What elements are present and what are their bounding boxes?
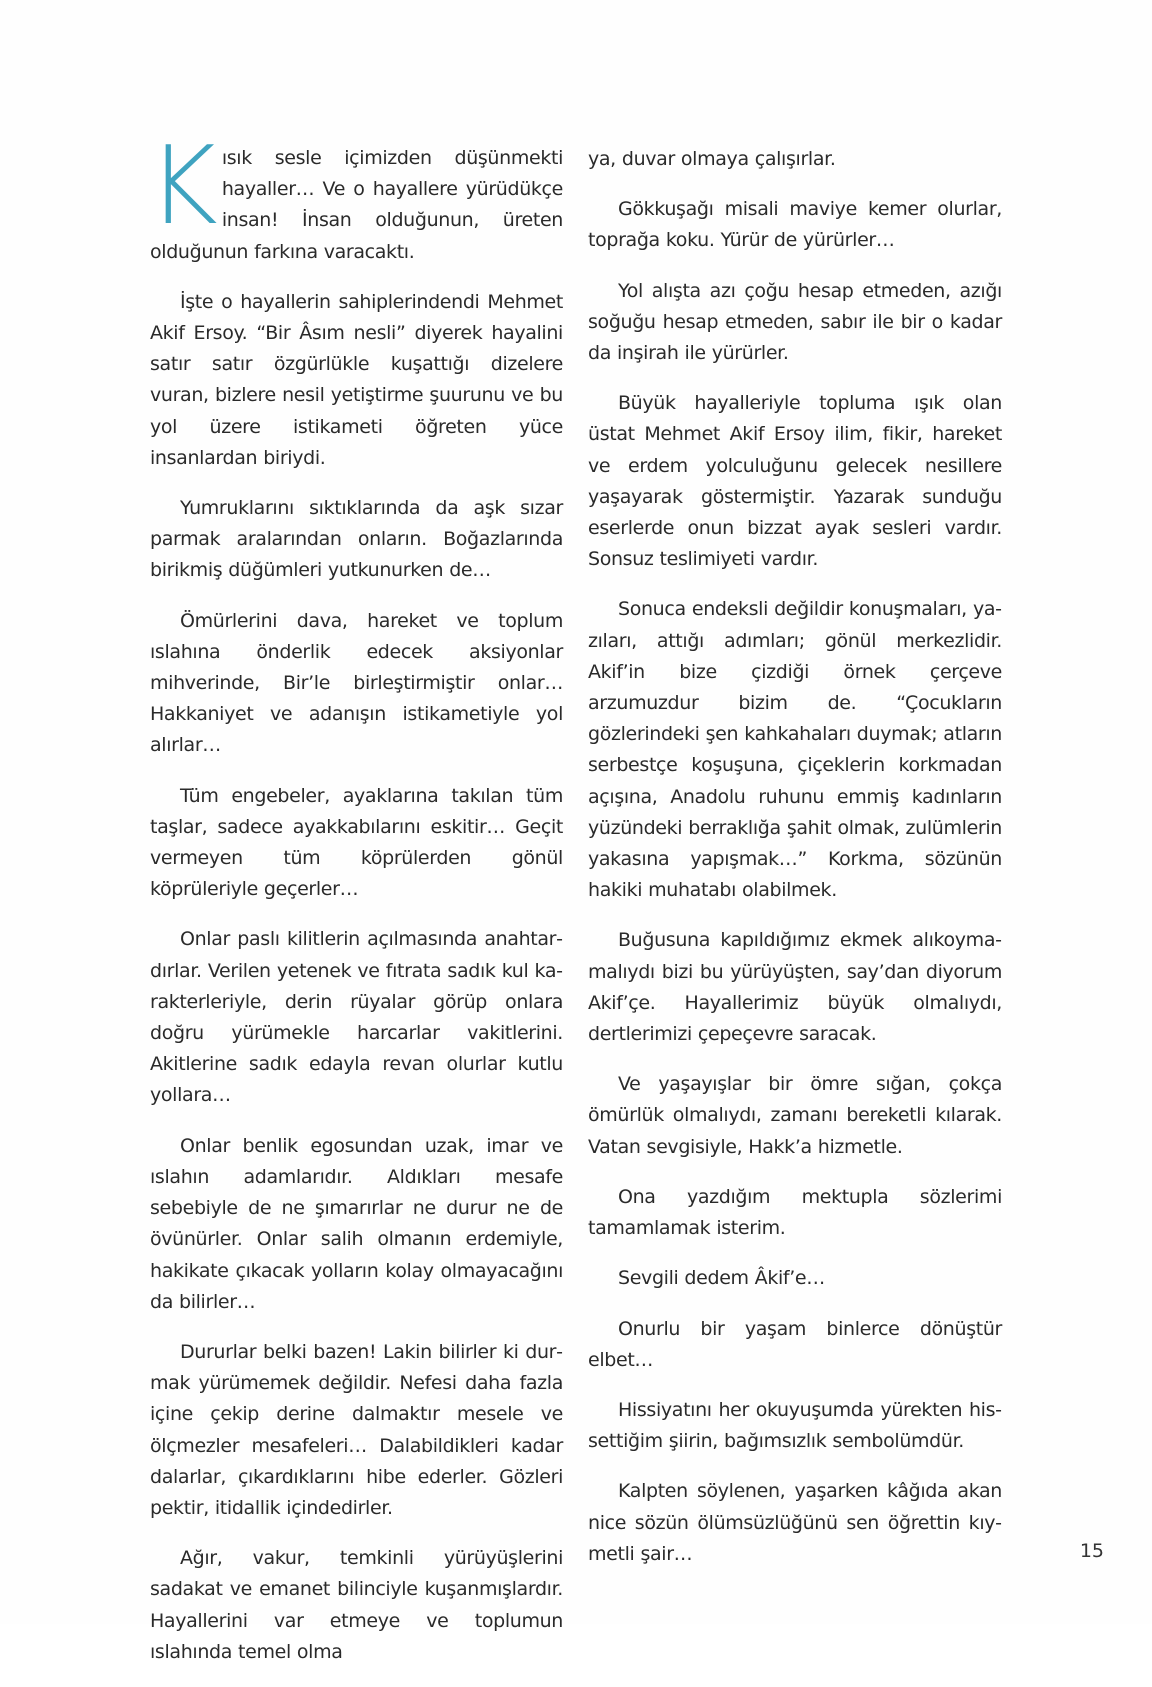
- paragraph: Tüm engebeler, ayaklarına takılan tüm taşlar, sadece ayakkabılarını eskitir… Geçit vermeyen tüm köprülerden gönül köprüleriyle geçerler…: [150, 784, 563, 901]
- left-column: [147, 124, 563, 1687]
- continued-paragraph: ya, duvar olmaya çalışırlar.: [588, 148, 836, 170]
- paragraph: Onlar paslı kilitlerin açılmasında anahtardırlar. Verilen yetenek ve fıtrata sadık kul karakterleriyle, derin rüyalar görüp onlara doğru yürümekle harcarlar vakitlerini. Akitlerine sadık edayla revan olurlar kutlu yollara…: [150, 928, 563, 1107]
- paragraph: Kalpten söylenen, yaşarken kâğıda akan nice sözün ölümsüzlüğünü sen öğrettin kıymetli şair…: [588, 1480, 1002, 1565]
- paragraph: Buğusuna kapıldığımız ekmek alıkoymamalıydı bizi bu yürüyüşten, say’dan diyorum Akif’çe. Hayallerimiz büyük olmalıydı, dertlerimizi çepeçevre saracak.: [588, 929, 1002, 1046]
- paragraph: Gökkuşağı misali maviye kemer olurlar, toprağa koku. Yürür de yürürler…: [588, 198, 1002, 252]
- paragraph: Yumruklarını sıktıklarında da aşk sızar parmak aralarından onların. Boğazlarında birikmiş düğümleri yutkunurken de…: [150, 497, 563, 582]
- opening-paragraph-text: ısık sesle içimizden düşünmekti hayaller… Ve o hayallere yürüdükçe insan! İnsan olduğunun, üreten olduğunun farkına varacaktı.: [150, 147, 563, 263]
- paragraph: Ve yaşayışlar bir ömre sığan, çokça ömürlük olmalıydı, zamanı bereketli kılarak. Vatan sevgisiyle, Hakk’a hizmetle.: [588, 1073, 1002, 1158]
- paragraph: Yol alışta azı çoğu hesap etmeden, azığı soğuğu hesap etmeden, sabır ile bir o kadar da inşirah ile yürürler.: [588, 279, 1002, 365]
- paragraph: İşte o hayallerin sahiplerindendi Mehmet Akif Ersoy. “Bir Âsım nesli” diyerek hayalini satır satır özgürlükle kuşattığı dizelere vuran, bizlere nesil yetiştirme şuurunu ve bu yol üzere istikameti öğreten yüce insanlardan biriydi.: [150, 290, 563, 469]
- paragraph: Sevgili dedem Âkif’e…: [618, 1267, 825, 1290]
- paragraph: Ona yazdığım mektupla sözlerimi tamamlamak isterim.: [588, 1185, 1002, 1240]
- paragraph: Ömürlerini dava, hareket ve toplum ıslahına önderlik edecek aksiyonlar mihverinde, Bir’le birleştirmiştir onlar… Hakkaniyet ve adanışın istikametiyle yol alırlar…: [150, 609, 563, 757]
- paragraph: Onlar benlik egosundan uzak, imar ve ıslahın adamlarıdır. Aldıkları mesafe sebebiyle de ne şımarırlar ne durur ne de övünürler. Onlar salih olmanın erdemiyle, hakikate çıkacak yolların kolay olmayacağını da bilirler…: [150, 1134, 563, 1313]
- paragraph: Sonuca endeksli değildir konuşmaları, yazıları, attığı adımları; gönül merkezlidir. Akif’in bize çizdiği örnek çerçeve arzumuzdur bizim de. “Çocukların gözlerindeki şen kahkahaları duymak; atların serbestçe koşuşuna, çiçeklerin korkmadan açışına, Anadolu ruhunu emmiş kadınların yüzündeki berraklığa şahit olmak, zulümlerin yakasına yapışmak…” Korkma, sözünün hakiki muhatabı olabilmek.: [588, 598, 1002, 902]
- paragraph: Hissiyatını her okuyuşumda yürekten hissettiğim şiirin, bağımsızlık sembolümdür.: [588, 1398, 1002, 1453]
- right-column: [588, 144, 1002, 1589]
- page-number: 15: [1079, 1540, 1104, 1562]
- drop-cap-letter: K: [147, 124, 218, 249]
- paragraph: Onurlu bir yaşam binlerce dönüştür elbet…: [588, 1317, 1002, 1371]
- paragraph: Ağır, vakur, temkinli yürüyüşlerini sadakat ve emanet bilinciyle kuşanmışlardır. Hayallerini var etmeye ve toplumun ıslahında temel olma: [150, 1547, 563, 1663]
- opening-paragraph: [147, 124, 563, 268]
- paragraph: Dururlar belki bazen! Lakin bilirler ki durmak yürümemek değildir. Nefesi daha fazla içine çekip derine dalmaktır mesele ve ölçmezler mesafeleri… Dalabildikleri kadar dalarlar, çıkardıklarını hibe ederler. Gözleri pektir, itidallik içindedirler.: [150, 1340, 563, 1519]
- paragraph: Büyük hayalleriyle topluma ışık olan üstat Mehmet Akif Ersoy ilim, fikir, hareket ve erdem yolculuğunu gelecek nesillere yaşayarak göstermiştir. Yazarak sunduğu eserlerde onun bizzat ayak sesleri vardır. Sonsuz teslimiyeti vardır.: [588, 392, 1002, 571]
